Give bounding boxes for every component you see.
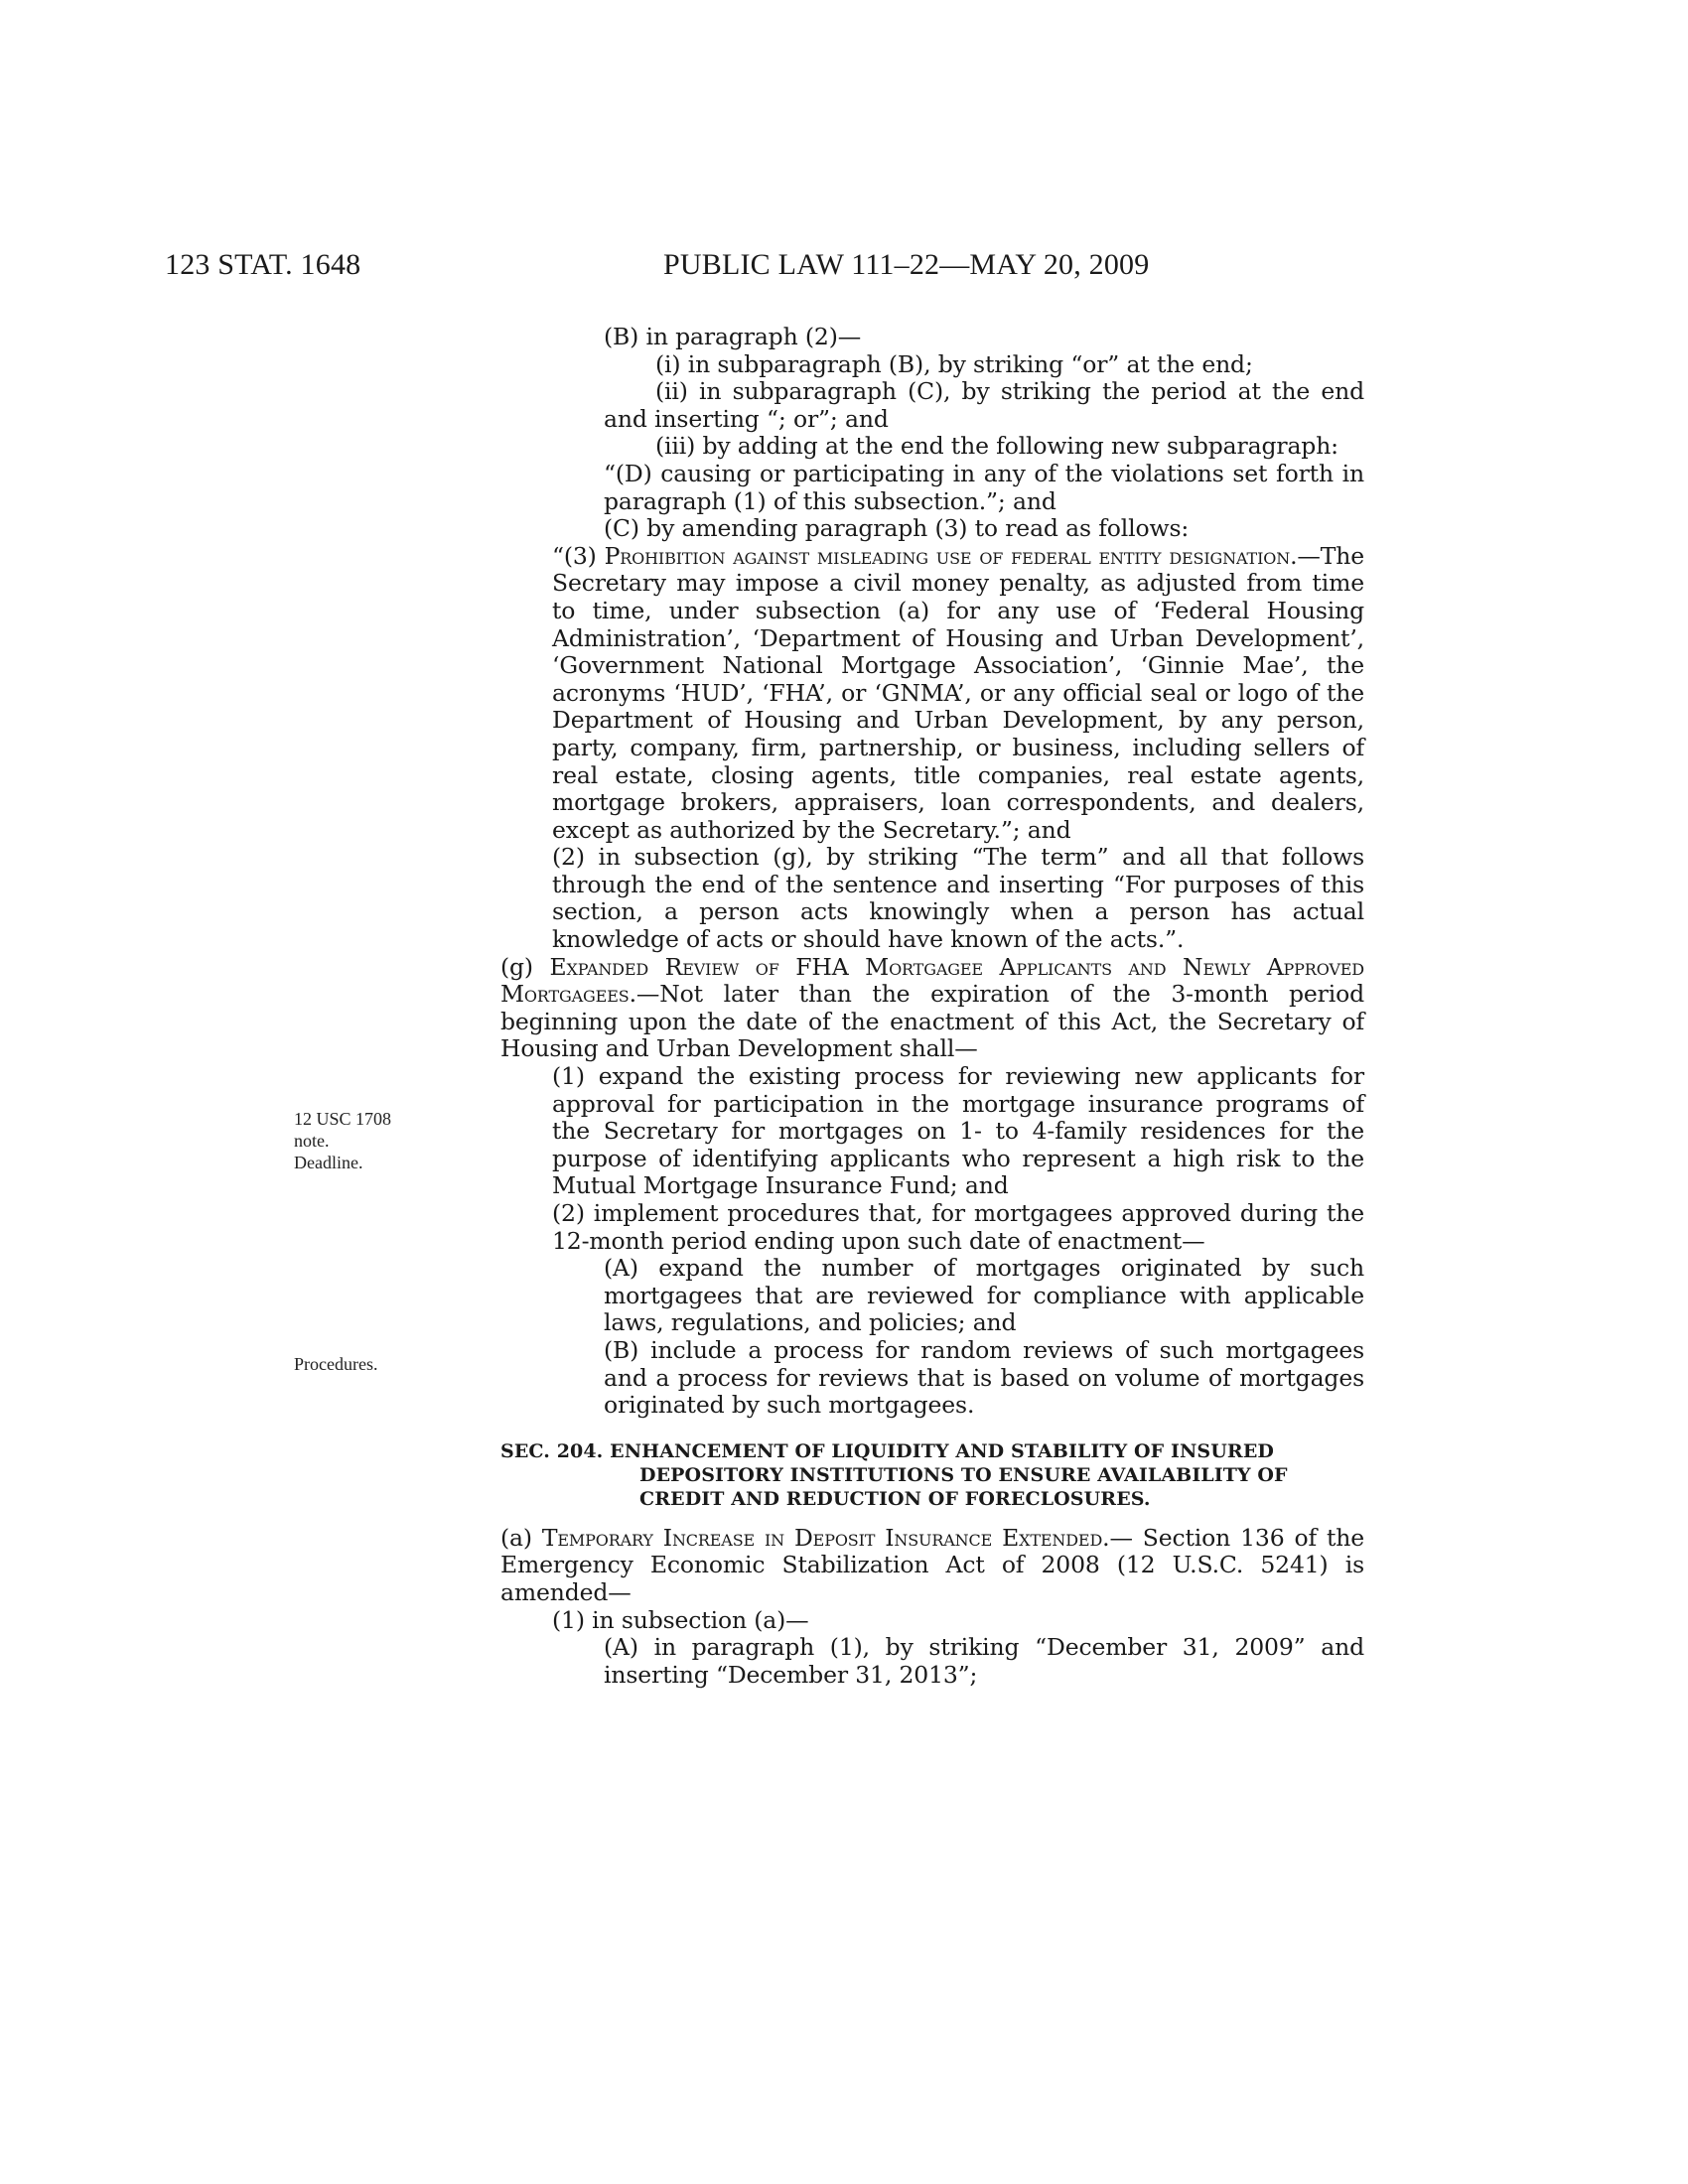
subsection-g-item-2a: (A) expand the number of mortgages originated by such mortgagees that are reviewed for compliance with applicable laws, regulations, and policies; and (604, 1254, 1364, 1337)
subsection-g-item-1: (1) expand the existing process for reviewing new applicants for approval for participation in the mortgage insurance programs of the Secretary for mortgages on 1- to 4-family residences for the purpose of identifying applicants who represent a high risk to the Mutual Mortgage Insurance Fund; and (552, 1062, 1364, 1200)
margin-note-line: Deadline. (294, 1153, 363, 1172)
clause-ii: (ii) in subparagraph (C), by striking the period at the end and inserting “; or”; and (604, 377, 1364, 433)
margin-note-usc (294, 1108, 473, 1173)
subsection-g (500, 954, 1364, 1063)
subsection-label: (g) (500, 952, 550, 981)
clause-iii: (iii) by adding at the end the following new subparagraph: (655, 432, 1338, 461)
subsection-label: (a) (500, 1523, 542, 1552)
subsection-a-item-1: (1) in subsection (a)— (552, 1605, 809, 1634)
margin-note-procedures (294, 1353, 473, 1375)
subsection-heading: Temporary Increase in Deposit Insurance Extended (541, 1523, 1103, 1552)
subsection-heading: Expanded Review of FHA Mortgagee Applicants and Newly Approved Mortgagees (500, 952, 1364, 1009)
subsection-a-item-1a: (A) in paragraph (1), by striking “December 31, 2009” and inserting “December 31, 2013”; (604, 1633, 1364, 1689)
subsection-a (500, 1525, 1364, 1607)
margin-note-line: Procedures. (294, 1354, 378, 1374)
paragraph-heading: Prohibition against misleading use of federal entity designation (604, 541, 1291, 570)
paragraph-c: (C) by amending paragraph (3) to read as follows: (604, 514, 1190, 543)
subsection-body: .— Section 136 of the Emergency Economic Stabilization Act of 2008 (12 U.S.C. 5241) is amended— (500, 1523, 1365, 1606)
subsection-g-item-2: (2) implement procedures that, for mortgagees approved during the 12-month period ending upon such date of enactment— (552, 1199, 1364, 1255)
quoted-subparagraph-d: “(D) causing or participating in any of the violations set forth in paragraph (1) of this subsection.”; and (604, 459, 1364, 515)
section-204-heading: SEC. 204. ENHANCEMENT OF LIQUIDITY AND STABILITY OF INSURED DEPOSITORY INSTITUTIONS TO ENSURE AVAILABILITY OF CREDIT AND REDUCTION OF FORECLOSURES. (500, 1439, 1288, 1510)
page-header (0, 248, 1688, 292)
paragraph-b: (B) in paragraph (2)— (604, 323, 862, 350)
clause-i: (i) in subparagraph (B), by striking “or” at the end; (655, 349, 1253, 378)
margin-note-line: note. (294, 1131, 330, 1151)
paragraph-number: “(3) (552, 541, 605, 570)
subsection-body: .—Not later than the expiration of the 3-month period beginning upon the date of the enactment of this Act, the Secretary of Housing and Urban Development shall— (500, 980, 1364, 1063)
subsection-g-item-2b: (B) include a process for random reviews of such mortgagees and a process for reviews that is based on volume of mortgages originated by such mortgagees. (604, 1335, 1364, 1420)
margin-note-line: 12 USC 1708 (294, 1109, 392, 1129)
running-head: PUBLIC LAW 111–22—MAY 20, 2009 (663, 248, 1150, 281)
statute-page-number: 123 STAT. 1648 (165, 248, 361, 281)
quoted-paragraph-3 (500, 543, 1364, 845)
paragraph-body: .—The Secretary may impose a civil money penalty, as adjusted from time to time, under subsection (a) for any use of ‘Federal Housing Administration’, ‘Department of Housing and Urban Development’, ‘Government National Mortgage Association’, ‘Ginnie Mae’, the acronyms ‘HUD’, ‘FHA’, or ‘GNMA’, or any official seal or logo of the Department of Housing and Urban Development, by any person, party, company, firm, partnership, or business, including sellers of real estate, closing agents, title companies, real estate agents, mortgage brokers, appraisers, loan correspondents, and dealers, except as authorized by the Secretary.”; and (552, 541, 1364, 844)
paragraph-2-subsection-g: (2) in subsection (g), by striking “The term” and all that follows through the end of the sentence and inserting “For purposes of this section, a person acts knowingly when a person has actual knowledge of acts or should have known of the acts.”. (552, 843, 1364, 954)
document-body (500, 324, 1364, 1689)
